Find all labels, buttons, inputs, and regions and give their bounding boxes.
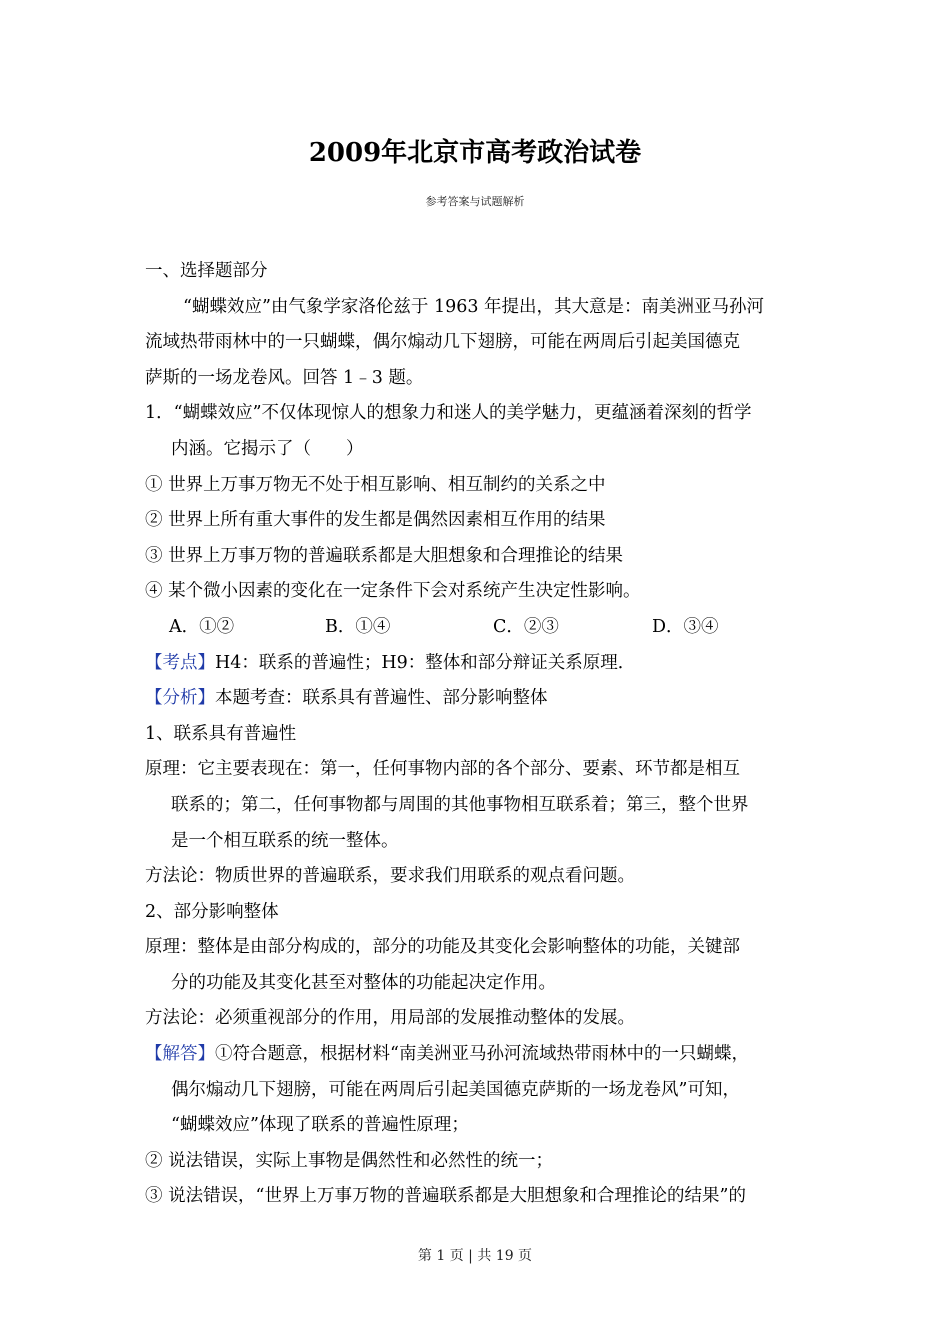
analysis-principle-line: 联系的；第二，任何事物都与周围的其他事物相互联系着；第三，整个世界: [171, 794, 749, 815]
fenxi-tag: 【分析】: [145, 688, 215, 709]
fenxi-text: 本题考查：联系具有普遍性、部分影响整体: [215, 688, 548, 709]
option-a: A．①②: [169, 616, 235, 637]
intro-line: 萨斯的一场龙卷风。回答 1﹣3 题。: [145, 367, 424, 388]
option-b: B．①④: [325, 616, 391, 637]
document-body: [145, 254, 807, 1215]
jieda-line: “蝴蝶效应”体现了联系的普遍性原理；: [171, 1115, 469, 1136]
analysis-point-title: 1、联系具有普遍性: [145, 723, 297, 744]
analysis-principle-line: 是一个相互联系的统一整体。: [171, 830, 399, 851]
analysis-principle-line: 原理：它主要表现在：第一，任何事物内部的各个部分、要素、环节都是相互: [145, 759, 740, 780]
jieda-text: ①符合题意，根据材料“南美洲亚马孙河流域热带雨林中的一只蝴蝶，: [215, 1044, 749, 1065]
jieda-line: 偶尔煽动几下翅膀，可能在两周后引起美国德克萨斯的一场龙卷风”可知，: [171, 1079, 740, 1100]
kaodian-text: H4：联系的普遍性；H9：整体和部分辩证关系原理．: [215, 652, 636, 673]
statement-2: ② 世界上所有重大事件的发生都是偶然因素相互作用的结果: [145, 510, 606, 531]
analysis-principle-line: 原理：整体是由部分构成的，部分的功能及其变化会影响整体的功能，关键部: [145, 937, 740, 958]
page-subtitle: 参考答案与试题解析: [425, 195, 525, 208]
page-title: 2009年北京市高考政治试卷: [308, 138, 642, 168]
intro-line: 流域热带雨林中的一只蝴蝶，偶尔煽动几下翅膀，可能在两周后引起美国德克: [145, 332, 740, 353]
option-d: D．③④: [652, 616, 719, 637]
question-stem-continued: 内涵。它揭示了（ ）: [171, 438, 364, 459]
section-heading: 一、选择题部分: [145, 261, 268, 281]
statement-1: ① 世界上万事万物无不处于相互影响、相互制约的关系之中: [145, 474, 606, 495]
kaodian-line: [145, 646, 807, 682]
jieda-line: ③ 说法错误，“世界上万事万物的普遍联系都是大胆想象和合理推论的结果”的: [145, 1186, 746, 1207]
statement-3: ③ 世界上万事万物的普遍联系都是大胆想象和合理推论的结果: [145, 545, 624, 566]
analysis-method-line: 方法论：物质世界的普遍联系，要求我们用联系的观点看问题。: [145, 866, 635, 887]
statement-4: ④ 某个微小因素的变化在一定条件下会对系统产生决定性影响。: [145, 581, 641, 602]
fenxi-line: [145, 681, 807, 717]
analysis-method-line: 方法论：必须重视部分的作用，用局部的发展推动整体的发展。: [145, 1008, 635, 1029]
jieda-line: [145, 1037, 807, 1073]
intro-line: “蝴蝶效应”由气象学家洛伦兹于 1963 年提出，其大意是：南美洲亚马孙河: [183, 296, 765, 317]
jieda-line: ② 说法错误，实际上事物是偶然性和必然性的统一；: [145, 1150, 554, 1171]
jieda-tag: 【解答】: [145, 1044, 215, 1065]
question-stem: 1．“蝴蝶效应”不仅体现惊人的想象力和迷人的美学魅力，更蕴涵着深刻的哲学: [145, 403, 752, 424]
analysis-principle-line: 分的功能及其变化甚至对整体的功能起决定作用。: [171, 972, 556, 993]
analysis-point-title: 2、部分影响整体: [145, 901, 279, 922]
option-c: C．②③: [493, 616, 559, 637]
answer-options: [145, 610, 807, 646]
page-footer: 第 1 页 | 共 19 页: [417, 1248, 533, 1264]
kaodian-tag: 【考点】: [145, 652, 215, 673]
